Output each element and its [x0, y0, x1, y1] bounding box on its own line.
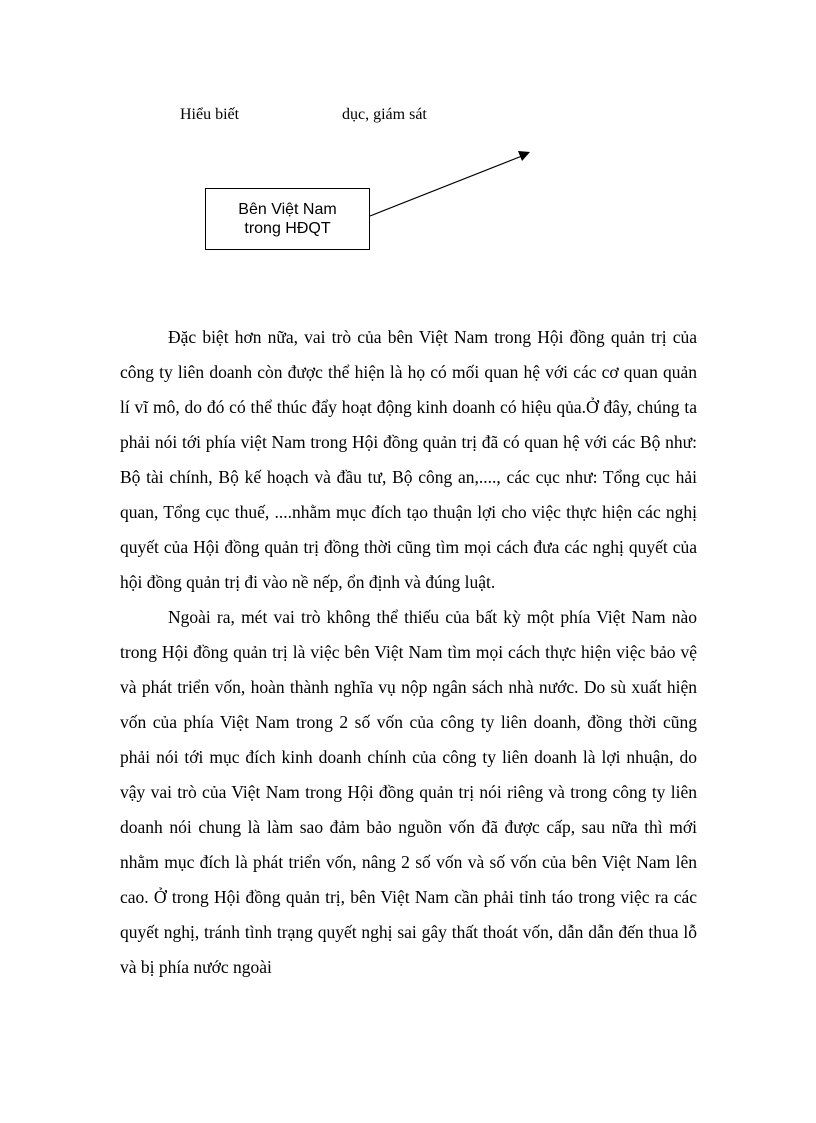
box-line-2: trong HĐQT [244, 220, 331, 237]
vietnam-side-box [205, 188, 370, 250]
paragraph-2: Ngoài ra, mét vai trò không thể thiếu của bất kỳ một phía Việt Nam nào trong Hội đồng quản trị là việc bên Việt Nam tìm mọi cách thực hiện việc bảo vệ và phát triển vốn, hoàn thành nghĩa vụ nộp ngân sách nhà nước. Do sù xuất hiện vốn của phía Việt Nam trong 2 số vốn của công ty liên doanh, đồng thời cũng phải nói tới mục đích kinh doanh chính của công ty liên doanh là lợi nhuận, do vậy vai trò của Việt Nam trong Hội đồng quản trị nói riêng và trong công ty liên doanh nói chung là làm sao đảm bảo nguồn vốn đã được cấp, sau nữa thì mới nhằm mục đích là phát triển vốn, nâng 2 số vốn và số vốn của bên Việt Nam lên cao. Ở trong Hội đồng quản trị, bên Việt Nam cần phải tỉnh táo trong việc ra các quyết nghị, tránh tình trạng quyết nghị sai gây thất thoát vốn, dẫn dẫn đến thua lỗ và bị phía nước ngoài [120, 607, 697, 977]
diagram-label-understanding: Hiểu biết [180, 106, 240, 123]
paragraph-1: Đặc biệt hơn nữa, vai trò của bên Việt Nam trong Hội đồng quản trị của công ty liên doanh còn được thể hiện là họ có mối quan hệ với các cơ quan quản lí vĩ mô, do đó có thể thúc đẩy hoạt động kinh doanh có hiệu qủa.Ở đây, chúng ta phải nói tới phía việt Nam trong Hội đồng quản trị đã có quan hệ với các Bộ như: Bộ tài chính, Bộ kế hoạch và đầu tư, Bộ công an,...., các cục như: Tổng cục hải quan, Tổng cục thuế, ....nhằm mục đích tạo thuận lợi cho việc thực hiện các nghị quyết của Hội đồng quản trị đồng thời cũng tìm mọi cách đưa các nghị quyết của hội đồng quản trị đi vào nề nếp, ổn định và đúng luật. [120, 327, 697, 592]
document-body [120, 320, 697, 985]
arrow-connector [360, 140, 550, 230]
box-line-1: Bên Việt Nam [238, 201, 337, 218]
diagram-label-supervision: dục, giám sát [342, 106, 427, 123]
